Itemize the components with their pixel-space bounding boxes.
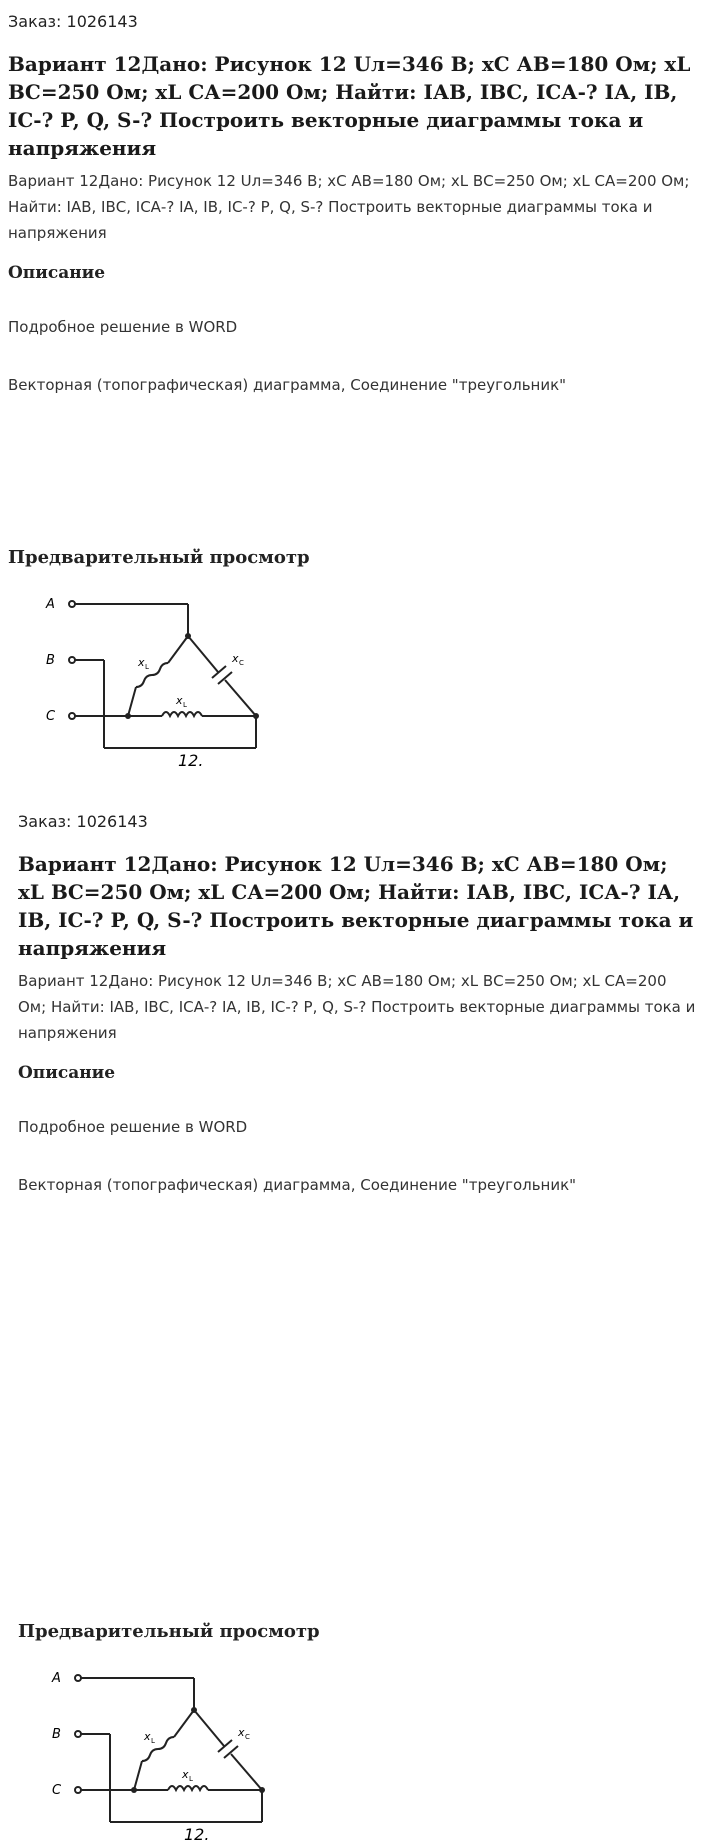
figure-number: 12. (184, 1825, 210, 1842)
xc-label: x (232, 652, 239, 665)
description-heading: Описание (18, 1063, 116, 1083)
terminal-b-label: B (46, 653, 55, 668)
order-block-1 (8, 0, 701, 768)
description-heading: Описание (8, 263, 106, 283)
xc-sub: C (239, 659, 244, 667)
figure-number: 12. (178, 751, 204, 768)
xl-label-bottom: x (176, 694, 183, 707)
task-title: Вариант 12Дано: Рисунок 12 Uл=346 В; xС АВ=180 Ом; xL ВС=250 Ом; xL СА=200 Ом; Найти: IАВ, IВС, IСА-? IА, IВ, IС-? P, Q, S-? Построить векторные диаграммы тока и напряжения (8, 52, 691, 160)
terminal-c-label: C (46, 709, 56, 724)
task-title: Вариант 12Дано: Рисунок 12 Uл=346 В; xС АВ=180 Ом; xL ВС=250 Ом; xL СА=200 Ом; Найти: IАВ, IВС, IСА-? IА, IВ, IС-? P, Q, S-? Построить векторные диаграммы тока и напряжения (18, 852, 694, 960)
xl-sub-left: L (145, 663, 149, 671)
preview-heading: Предварительный просмотр (18, 1621, 320, 1642)
preview-heading: Предварительный просмотр (8, 547, 310, 568)
order-number: Заказ: 1026143 (18, 812, 148, 831)
diagram-note: Векторная (топографическая) диаграмма, Соединение "треугольник" (18, 1176, 577, 1194)
task-description: Вариант 12Дано: Рисунок 12 Uл=346 В; xС АВ=180 Ом; xL ВС=250 Ом; xL СА=200 Ом; Найти: IАВ, IВС, IСА-? IА, IВ, IС-? P, Q, S-? Построить векторные диаграммы тока и напряжения (18, 972, 696, 1042)
xl-label-left: x (138, 656, 145, 669)
terminal-b-label: B (52, 1727, 61, 1742)
diagram-note: Векторная (топографическая) диаграмма, Соединение "треугольник" (8, 376, 567, 394)
order-number: Заказ: 1026143 (8, 12, 138, 31)
terminal-a-label: A (52, 1671, 61, 1686)
solution-note: Подробное решение в WORD (18, 1118, 248, 1136)
xc-sub: C (245, 1733, 250, 1741)
task-description: Вариант 12Дано: Рисунок 12 Uл=346 В; xС АВ=180 Ом; xL ВС=250 Ом; xL СА=200 Ом; Найти: IАВ, IВС, IСА-? IА, IВ, IС-? P, Q, S-? Построить векторные диаграммы тока и напряжения (8, 172, 690, 242)
xl-label-bottom: x (182, 1768, 189, 1781)
xl-sub-bottom: L (183, 701, 187, 709)
terminal-c-label: C (52, 1783, 62, 1798)
xl-sub-left: L (151, 1737, 155, 1745)
xl-sub-bottom: L (189, 1775, 193, 1783)
circuit-scheme (34, 1662, 274, 1846)
order-block-2 (18, 800, 698, 1842)
xc-label: x (238, 1726, 245, 1739)
xl-label-left: x (144, 1730, 151, 1743)
solution-note: Подробное решение в WORD (8, 318, 238, 336)
circuit-scheme (28, 588, 268, 772)
terminal-a-label: A (46, 597, 55, 612)
